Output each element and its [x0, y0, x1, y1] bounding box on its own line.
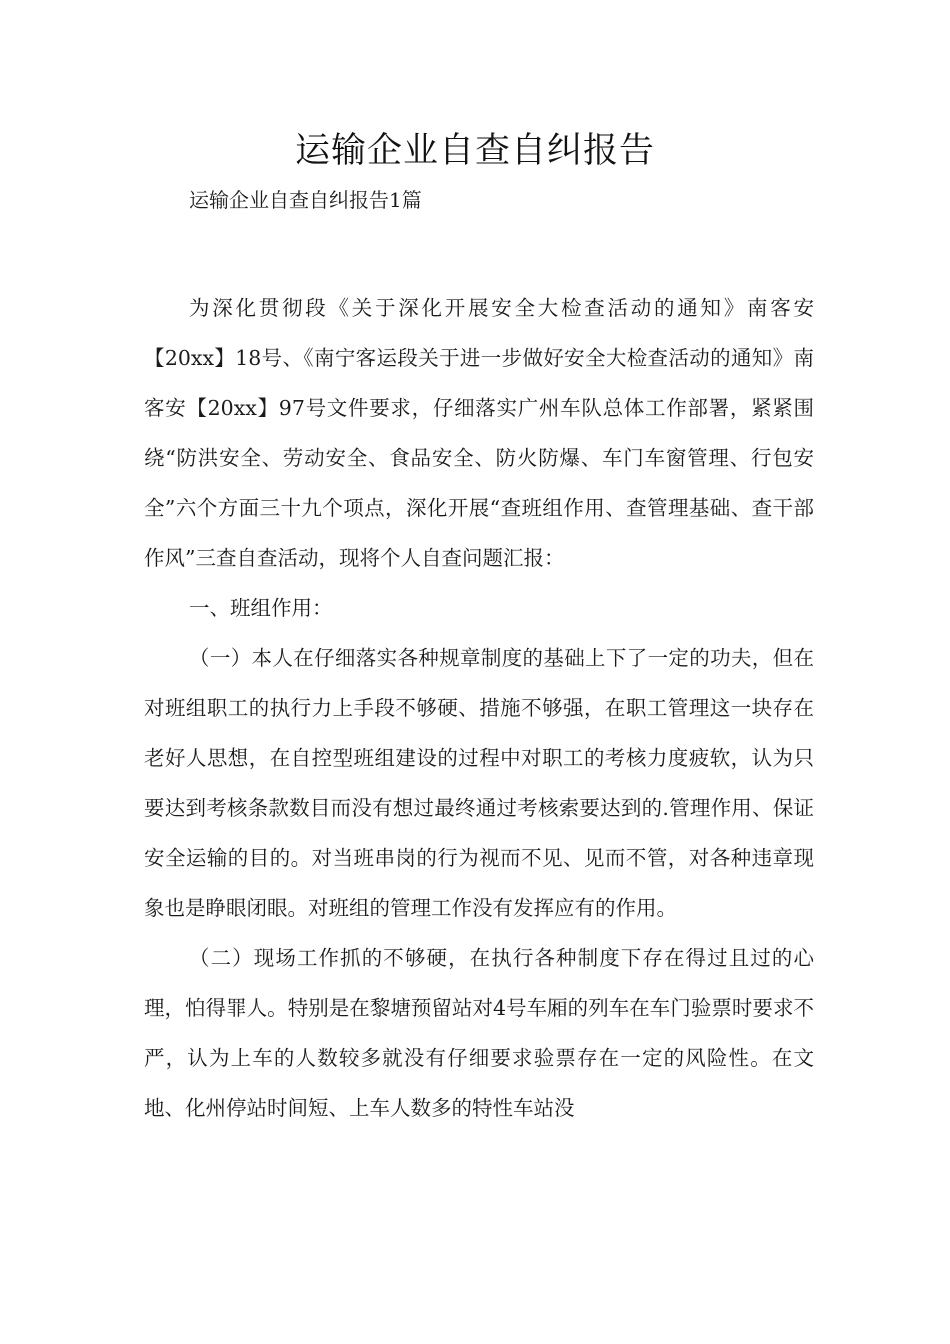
section-heading-team-role: 一、班组作用： [189, 596, 333, 620]
document-body [144, 283, 814, 1133]
paragraph-item-2: （二）现场工作抓的不够硬，在执行各种制度下存在得过且过的心理，怕得罪人。特别是在黎塘预留站对4号车厢的列车在车门验票时要求不严，认为上车的人数较多就没有仔细要求验票存在一定的风险性。在文地、化州停站时间短、上车人数多的特性车站没 [144, 946, 814, 1120]
paragraph-item-1: （一）本人在仔细落实各种规章制度的基础上下了一定的功夫，但在对班组职工的执行力上手段不够硬、措施不够强，在职工管理这一块存在老好人思想，在自控型班组建设的过程中对职工的考核力度疲软，认为只要达到考核条款数目而没有想过最终通过考核索要达到的.管理作用、保证安全运输的目的。对当班串岗的行为视而不见、见而不管，对各种违章现象也是睁眼闭眼。对班组的管理工作没有发挥应有的作用。 [144, 646, 814, 920]
document-subtitle: 运输企业自查自纠报告1篇 [189, 188, 422, 212]
document-title: 运输企业自查自纠报告 [294, 131, 655, 171]
paragraph-intro: 为深化贯彻段《关于深化开展安全大检查活动的通知》南客安【20xx】18号、《南宁客运段关于进一步做好安全大检查活动的通知》南客安【20xx】97号文件要求，仔细落实广州车队总体工作部署，紧紧围绕“防洪安全、劳动安全、食品安全、防火防爆、车门车窗管理、行包安全”六个方面三十九个项点，深化开展“查班组作用、查管理基础、查干部作风”三查自查活动，现将个人自查问题汇报： [144, 296, 814, 570]
